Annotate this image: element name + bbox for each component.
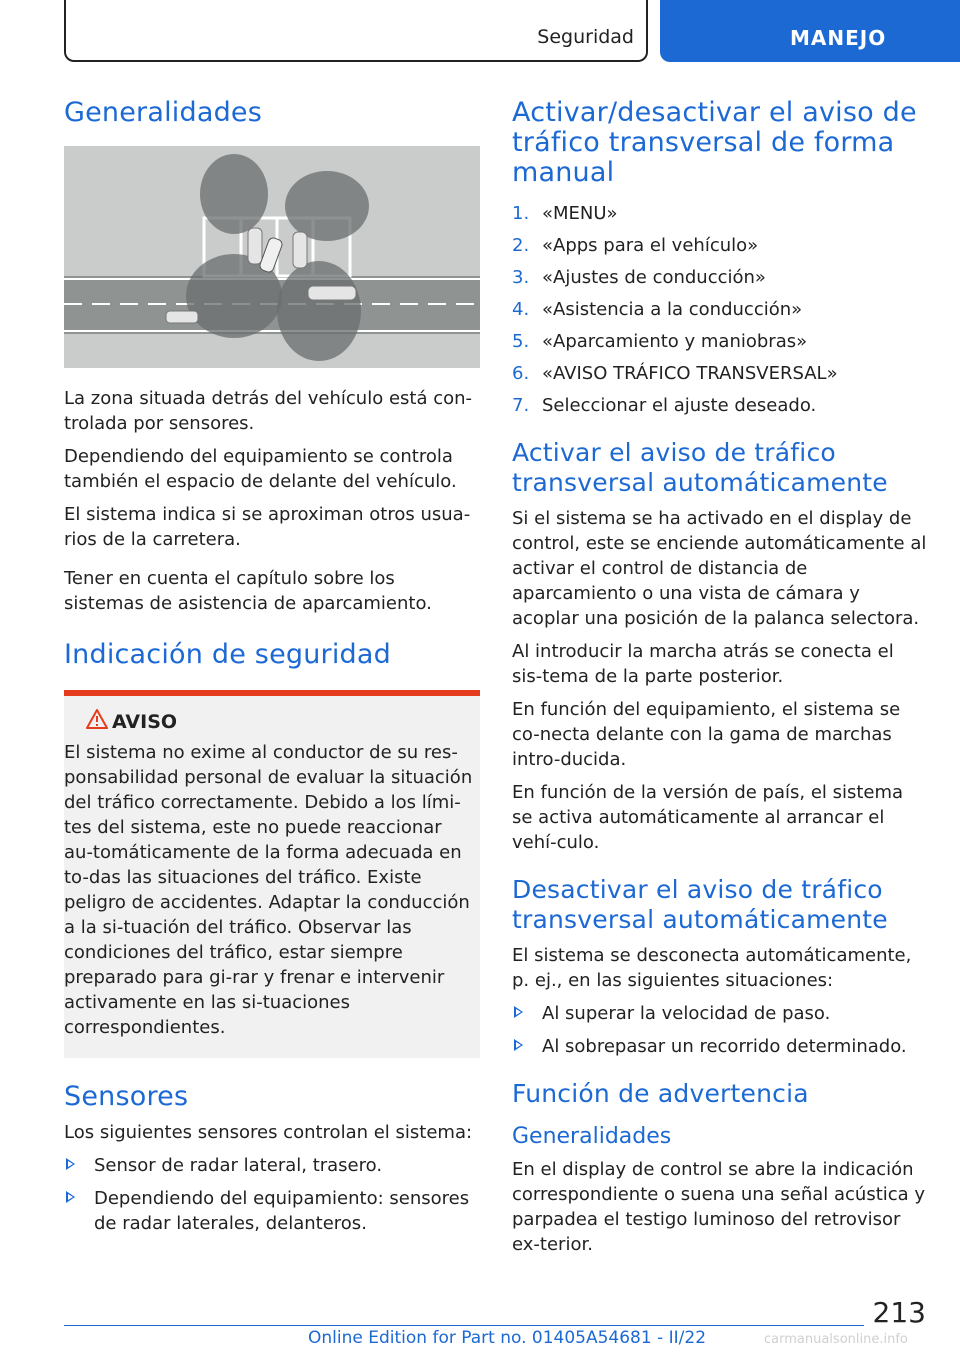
auto-off-list (512, 1001, 928, 1059)
heading-generalidades-sub: Generalidades (512, 1124, 672, 1149)
bullet-triangle-icon (66, 1158, 75, 1170)
header-chapter-label: MANEJO (790, 26, 887, 50)
auto-on-paragraph-1: Si el sistema se ha activado en el display de control, este se enciende automáticamente al activar el control de distancia de aparcamiento o una vista de cámara y acoplar una posición de la palanca selectora. (512, 508, 927, 629)
heading-generalidades: Generalidades (64, 97, 263, 128)
step-item: 1. «MENU» (512, 203, 618, 224)
list-item: Sensor de radar lateral, trasero. (64, 1153, 480, 1178)
heading-auto-off: Desactivar el aviso de tráfico transversal automáticamente (512, 875, 888, 934)
bullet-triangle-icon (514, 1006, 523, 1018)
step-item: 2. «Apps para el vehículo» (512, 235, 759, 256)
header-chapter-tab (660, 0, 960, 62)
auto-on-paragraph-2: Al introducir la marcha atrás se conecta el sis-tema de la parte posterior. (512, 641, 894, 687)
bullet-triangle-icon (66, 1191, 75, 1203)
auto-on-paragraph-3: En función del equipamiento, el sistema se co-necta delante con la gama de marchas intro-ducida. (512, 699, 901, 770)
bullet-triangle-icon (514, 1039, 523, 1051)
paragraph-4: Tener en cuenta el capítulo sobre los sistemas de asistencia de aparcamiento. (64, 568, 432, 614)
step-item: 4. «Asistencia a la conducción» (512, 299, 803, 320)
heading-auto-on: Activar el aviso de tráfico transversal automáticamente (512, 438, 888, 497)
heading-sensores: Sensores (64, 1081, 189, 1112)
warning-box (64, 696, 480, 1058)
heading-funcion-advertencia: Función de advertencia (512, 1079, 809, 1108)
step-item: 7. Seleccionar el ajuste deseado. (512, 395, 817, 416)
warning-title: AVISO (112, 711, 178, 733)
generalidades-sub-paragraph: En el display de control se abre la indicación correspondiente o suena una señal acústica y parpadea el testigo luminoso del retrovisor ex-terior. (512, 1159, 926, 1255)
warning-text: El sistema no exime al conductor de su res-ponsabilidad personal de evaluar la situación del tráfico correctamente. Debido a los lími-tes del sistema, este no puede reaccionar au-tomáticamente de la forma adecuada en to-das las situaciones del tráfico. Existe peligro de accidentes. Adaptar la conducción a la si-tuación del tráfico. Observar las condiciones del tráfico, estar siempre preparado para gi-rar y frenar e intervenir activamente en las si-tuaciones correspondientes. (64, 742, 473, 1038)
step-item: 6. «AVISO TRÁFICO TRANSVERSAL» (512, 363, 838, 384)
step-item: 5. «Aparcamiento y maniobras» (512, 331, 808, 352)
sensores-list (64, 1153, 480, 1236)
right-column (512, 98, 928, 1265)
heading-indicacion-seguridad: Indicación de seguridad (64, 639, 391, 670)
step-item: 3. «Ajustes de conducción» (512, 267, 766, 288)
auto-on-paragraph-4: En función de la versión de país, el sistema se activa automáticamente al arrancar el vehí-culo. (512, 782, 904, 853)
paragraph-1: La zona situada detrás del vehículo está con-trolada por sensores. (64, 388, 473, 434)
list-item: Dependiendo del equipamiento: sensores de radar laterales, delanteros. (64, 1186, 480, 1236)
sensores-intro: Los siguientes sensores controlan el sistema: (64, 1122, 473, 1143)
paragraph-3: El sistema indica si se aproximan otros usua-rios de la carretera. (64, 504, 471, 550)
warning-triangle-icon (86, 708, 108, 734)
heading-manual: Activar/desactivar el aviso de tráfico transversal de forma manual (512, 97, 917, 188)
header-section-label: Seguridad (537, 26, 634, 48)
steps-list (512, 198, 928, 422)
footer-edition: Online Edition for Part no. 01405A54681 - II/22 (308, 1328, 707, 1348)
list-item: Al sobrepasar un recorrido determinado. (512, 1034, 928, 1059)
list-item: Al superar la velocidad de paso. (512, 1001, 928, 1026)
paragraph-2: Dependiendo del equipamiento se controla también el espacio de delante del vehículo. (64, 446, 457, 492)
footer-watermark: carmanualsonline.info (764, 1332, 908, 1347)
left-column (64, 98, 480, 1244)
cross-traffic-illustration (64, 146, 480, 368)
footer-divider (64, 1325, 864, 1326)
auto-off-intro: El sistema se desconecta automáticamente, p. ej., en las siguientes situaciones: (512, 945, 912, 991)
header-section-tab (64, 0, 648, 62)
page-number: 213 (872, 1296, 926, 1329)
